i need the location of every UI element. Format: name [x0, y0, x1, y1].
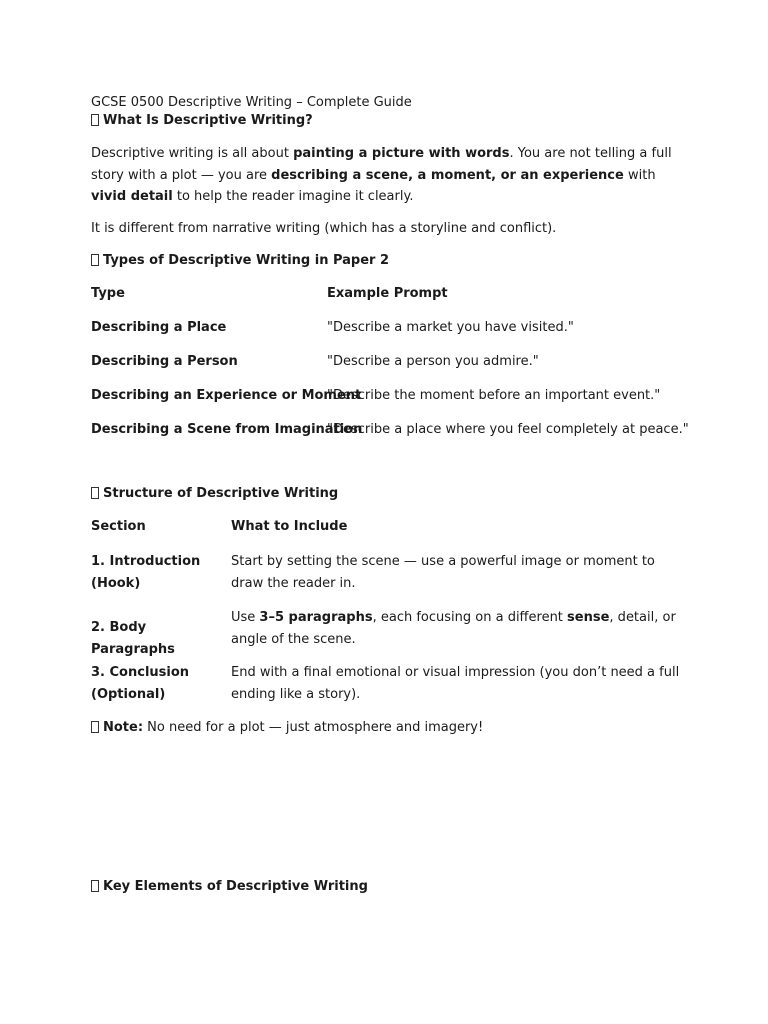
intro-paragraph — [91, 143, 683, 208]
text-run: , detail, or angle of the scene. — [231, 610, 676, 647]
section-heading-structure — [91, 485, 338, 503]
document-title: GCSE 0500 Descriptive Writing – Complete Guide — [91, 95, 412, 110]
missing-glyph-icon — [91, 114, 99, 126]
include-cell: End with a final emotional or visual impression (you don’t need a full ending like a story). — [231, 665, 680, 702]
text-run: to help the reader imagine it clearly. — [172, 189, 414, 204]
bold-run: vivid detail — [91, 189, 173, 204]
missing-glyph-icon — [91, 254, 99, 266]
include-cell: Start by setting the scene — use a powerful image or moment to draw the reader in. — [231, 554, 655, 591]
section-cell: 1. Introduction (Hook) — [91, 554, 201, 591]
missing-glyph-icon — [91, 880, 99, 892]
prompt-cell: "Describe a market you have visited." — [327, 320, 574, 335]
text-run: Use — [231, 610, 260, 625]
note-label: Note: — [103, 720, 144, 735]
column-header-prompt: Example Prompt — [327, 286, 448, 301]
missing-glyph-icon — [91, 487, 99, 499]
column-header-include: What to Include — [231, 519, 348, 534]
heading-text: Key Elements of Descriptive Writing — [103, 879, 368, 894]
section-cell: 3. Conclusion (Optional) — [91, 665, 190, 702]
type-cell: Describing a Scene from Imagination — [91, 422, 363, 437]
document-page — [91, 0, 691, 1024]
type-cell: Describing an Experience or Moment — [91, 388, 362, 403]
bold-run: describing a scene, a moment, or an experience — [271, 167, 624, 183]
missing-glyph-icon — [91, 721, 99, 733]
include-cell — [231, 607, 681, 650]
difference-paragraph: It is different from narrative writing (which has a storyline and conflict). — [91, 221, 557, 236]
prompt-cell: "Describe a place where you feel completely at peace." — [327, 422, 689, 437]
text-run: . You are not telling a full story with a plot — you are — [91, 146, 672, 183]
prompt-cell: "Describe the moment before an important event." — [327, 388, 661, 403]
text-run: Descriptive writing is all about — [91, 146, 294, 161]
type-cell: Describing a Person — [91, 354, 238, 369]
section-cell: 2. Body Paragraphs — [91, 620, 175, 657]
section-heading-what-is — [91, 112, 313, 130]
section-heading-key-elements — [91, 878, 368, 896]
column-header-type: Type — [91, 286, 125, 301]
section-heading-types — [91, 252, 389, 270]
bold-run: painting a picture with words — [293, 146, 510, 161]
text-run: , each focusing on a different — [372, 610, 568, 625]
note-line — [91, 717, 683, 739]
bold-run: sense — [567, 610, 610, 625]
heading-text: What Is Descriptive Writing? — [103, 113, 313, 128]
heading-text: Structure of Descriptive Writing — [103, 486, 339, 501]
text-run: with — [623, 167, 656, 183]
heading-text: Types of Descriptive Writing in Paper 2 — [103, 253, 390, 268]
bold-run: 3–5 paragraphs — [259, 610, 373, 625]
column-header-section: Section — [91, 519, 146, 534]
prompt-cell: "Describe a person you admire." — [327, 354, 539, 369]
note-text: No need for a plot — just atmosphere and imagery! — [143, 720, 484, 735]
type-cell: Describing a Place — [91, 320, 227, 335]
